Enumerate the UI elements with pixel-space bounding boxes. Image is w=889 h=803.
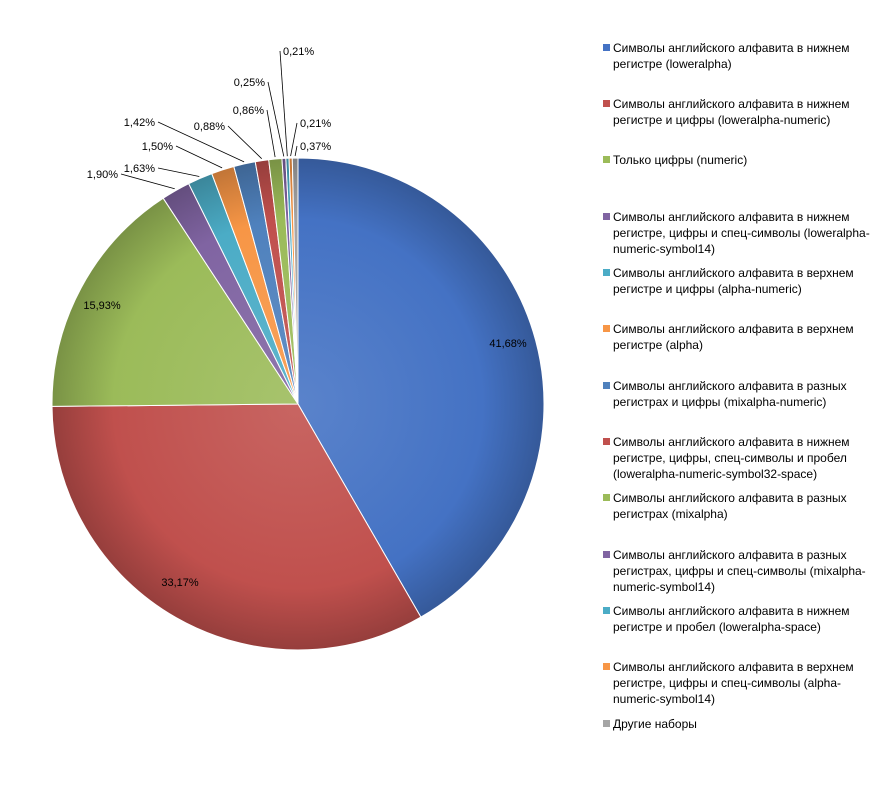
legend-label: Символы английского алфавита в нижнем регистре, цифры и спец-символы (loweralpha-numeric-symbol14)	[613, 210, 870, 256]
legend-item-2	[601, 96, 886, 128]
leader-line-5	[158, 168, 199, 177]
legend-label: Символы английского алфавита в нижнем регистре и пробел (loweralpha-space)	[613, 604, 850, 634]
data-label-13: 0,37%	[300, 141, 332, 153]
legend-label: Символы английского алфавита в верхнем регистре и цифры (alpha-numeric)	[613, 266, 854, 296]
legend-item-3	[601, 152, 886, 168]
data-label-1: 41,68%	[489, 338, 527, 350]
legend-swatch	[603, 382, 610, 389]
pie-slices	[52, 158, 544, 650]
data-label-2: 33,17%	[161, 577, 199, 589]
data-label-10: 0,25%	[233, 77, 265, 89]
leader-line-13	[295, 146, 297, 156]
legend-label: Символы английского алфавита в разных регистрах и цифры (mixalpha-numeric)	[613, 379, 847, 409]
leader-line-8	[228, 126, 262, 159]
data-label-4: 1,90%	[86, 169, 118, 181]
data-label-7: 1,42%	[123, 117, 155, 129]
legend-item-6	[601, 321, 886, 353]
legend-label: Символы английского алфавита в разных регистрах (mixalpha)	[613, 491, 847, 521]
data-label-8: 0,88%	[193, 121, 225, 133]
legend-label: Символы английского алфавита в разных регистрах, цифры и спец-символы (mixalpha-numeric-symbol14)	[613, 548, 866, 594]
legend-label: Символы английского алфавита в нижнем регистре, цифры, спец-символы и пробел (loweralpha-numeric-symbol32-space)	[613, 435, 850, 481]
legend-item-11	[601, 603, 886, 635]
leader-line-4	[121, 174, 175, 189]
legend-label: Другие наборы	[613, 717, 697, 731]
legend-swatch	[603, 156, 610, 163]
legend-swatch	[603, 44, 610, 51]
legend-item-13	[601, 716, 886, 732]
legend-item-7	[601, 378, 886, 410]
legend-label: Только цифры (numeric)	[613, 153, 748, 167]
data-label-9: 0,86%	[232, 105, 264, 117]
legend	[601, 0, 886, 803]
leader-line-9	[267, 110, 275, 157]
legend-swatch	[603, 438, 610, 445]
legend-swatch	[603, 551, 610, 558]
data-label-11: 0,21%	[283, 46, 315, 58]
legend-swatch	[603, 494, 610, 501]
legend-swatch	[603, 325, 610, 332]
leader-line-10	[268, 82, 284, 156]
legend-item-8	[601, 434, 886, 482]
legend-item-9	[601, 490, 886, 522]
legend-label: Символы английского алфавита в нижнем регистре и цифры (loweralpha-numeric)	[613, 97, 850, 127]
legend-swatch	[603, 213, 610, 220]
legend-label: Символы английского алфавита в верхнем регистре, цифры и спец-символы (alpha-numeric-symbol14)	[613, 660, 854, 706]
data-label-5: 1,63%	[123, 163, 155, 175]
legend-item-10	[601, 547, 886, 595]
legend-item-5	[601, 265, 886, 297]
legend-item-12	[601, 659, 886, 707]
data-label-3: 15,93%	[83, 300, 121, 312]
legend-swatch	[603, 269, 610, 276]
data-label-12: 0,21%	[300, 118, 332, 130]
data-label-6: 1,50%	[141, 141, 173, 153]
legend-item-4	[601, 209, 886, 257]
leader-line-11	[280, 51, 287, 156]
legend-swatch	[603, 663, 610, 670]
legend-swatch	[603, 720, 610, 727]
leader-line-6	[176, 146, 222, 168]
legend-label: Символы английского алфавита в нижнем регистре (loweralpha)	[613, 41, 850, 71]
legend-label: Символы английского алфавита в верхнем регистре (alpha)	[613, 322, 854, 352]
legend-item-1	[601, 40, 886, 72]
legend-swatch	[603, 607, 610, 614]
legend-swatch	[603, 100, 610, 107]
